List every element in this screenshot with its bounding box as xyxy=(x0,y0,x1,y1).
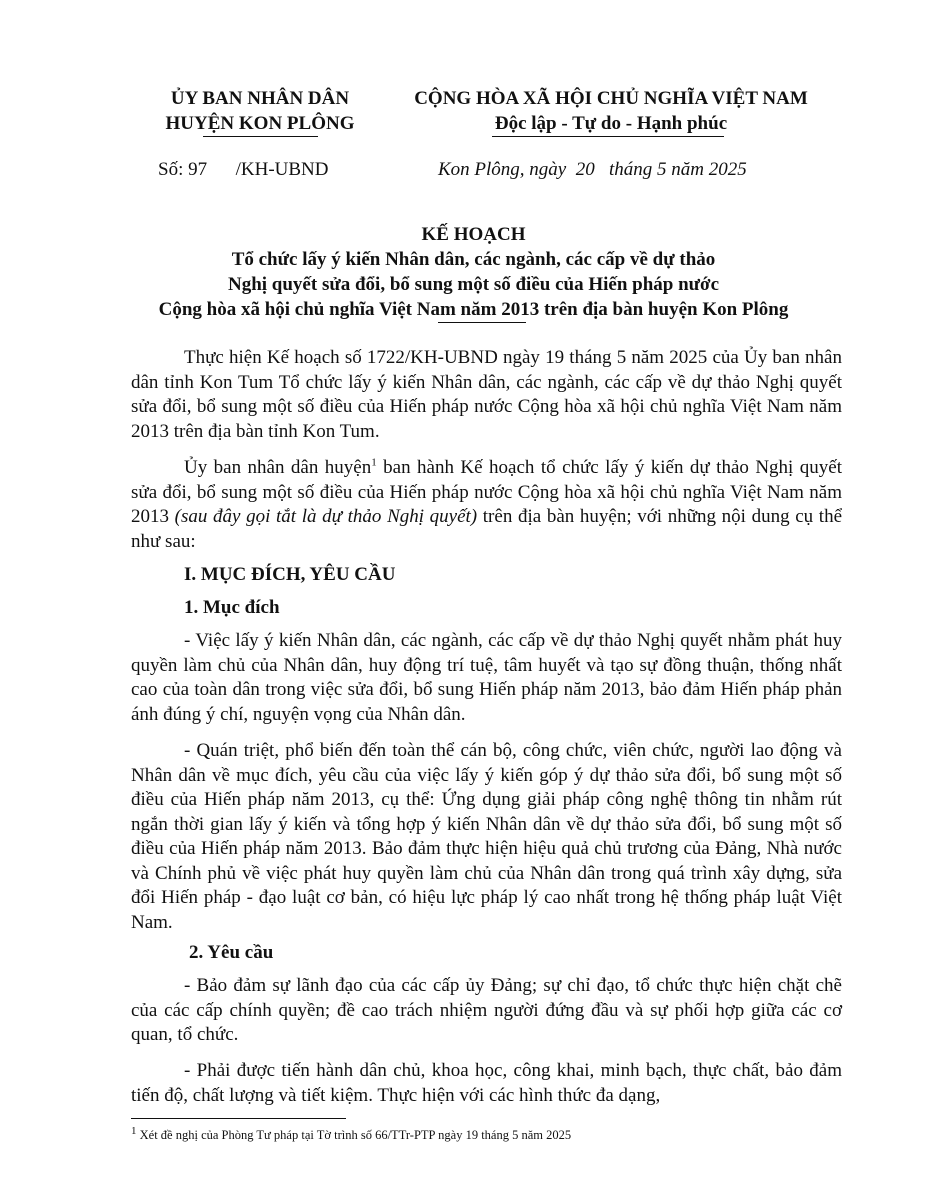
national-motto xyxy=(386,86,836,136)
footnote xyxy=(131,1124,572,1143)
agency-line-2: HUYỆN KON PLÔNG xyxy=(165,113,355,134)
footnote-text: Xét đề nghị của Phòng Tư pháp tại Tờ trình số 66/TTr-PTP ngày 19 tháng 5 năm 2025 xyxy=(136,1128,572,1142)
section-heading-1: I. MỤC ĐÍCH, YÊU CẦU xyxy=(184,564,396,585)
document-date: Kon Plông, ngày 20 tháng 5 năm 2025 xyxy=(438,159,747,180)
footnote-mark: 1 xyxy=(131,1124,137,1137)
motto-underline xyxy=(492,136,724,137)
agency-line-1: ỦY BAN NHÂN DÂN xyxy=(170,88,350,109)
p2-italic: (sau đây gọi tắt là dự thảo Nghị quyết) xyxy=(174,506,478,527)
footnote-ref: 1 xyxy=(371,456,377,469)
paragraph-purpose-2: - Quán triệt, phổ biến đến toàn thể cán bộ, công chức, viên chức, người lao động và Nhân dân về mục đích, yêu cầu của việc lấy ý kiến góp ý dự thảo sửa đổi, bổ sung một số điều của Hiến pháp năm 2013, cụ thể: Ứng dụng giải pháp công nghệ thông tin nhằm rút ngắn thời gian lấy ý kiến và tổng hợp ý kiến Nhân dân về dự thảo sửa đổi, bổ sung một số điều của Hiến pháp năm 2013. Bảo đảm thực hiện hiệu quả chủ trương của Đảng, Nhà nước và Chính phủ về việc phát huy quyền làm chủ của Nhân dân trong quá trình xây dựng, sửa đổi Hiến pháp - đạo luật cơ bản, có hiệu lực pháp lý cao nhất trong hệ thống pháp luật Việt Nam. xyxy=(131,740,842,933)
paragraph-purpose-1: - Việc lấy ý kiến Nhân dân, các ngành, các cấp về dự thảo Nghị quyết nhằm phát huy quyền làm chủ của Nhân dân, huy động trí tuệ, tâm huyết và tạo sự đồng thuận, thống nhất cao của toàn dân trong việc sửa đổi, bổ sung Hiến pháp năm 2013, bảo đảm Hiến pháp phản ánh đúng ý chí, nguyện vọng của Nhân dân. xyxy=(131,630,842,725)
motto: Độc lập - Tự do - Hạnh phúc xyxy=(494,113,728,134)
issuing-agency xyxy=(120,86,400,136)
subsection-heading-1: 1. Mục đích xyxy=(184,597,280,618)
paragraph-requirement-2: - Phải được tiến hành dân chủ, khoa học, công khai, minh bạch, thực chất, bảo đảm tiến độ, chất lượng và tiết kiệm. Thực hiện với các hình thức đa dạng, xyxy=(131,1060,842,1106)
p2-text-a: Ủy ban nhân dân huyện xyxy=(184,457,372,478)
title-line-1: KẾ HOẠCH xyxy=(421,224,526,245)
subsection-heading-2: 2. Yêu cầu xyxy=(189,942,274,963)
country-name: CỘNG HÒA XÃ HỘI CHỦ NGHĨA VIỆT NAM xyxy=(414,88,808,109)
paragraph-intro: Thực hiện Kế hoạch số 1722/KH-UBND ngày 19 tháng 5 năm 2025 của Ủy ban nhân dân tỉnh Kon Tum Tổ chức lấy ý kiến Nhân dân, các ngành, các cấp về dự thảo Nghị quyết sửa đổi, bổ sung một số điều của Hiến pháp nước Cộng hòa xã hội chủ nghĩa Việt Nam năm 2013 trên địa bàn tỉnh Kon Tum. xyxy=(131,347,842,442)
p2-text-b: ban hành Kế hoạch tổ chức lấy ý kiến dự thảo Nghị quyết sửa đổi, bổ sung một số điều của Hiến pháp nước Cộng hòa xã hội chủ nghĩa Việt Nam năm 2013 xyxy=(131,457,842,527)
title-line-4: Cộng hòa xã hội chủ nghĩa Việt Nam năm 2013 trên địa bàn huyện Kon Plông xyxy=(158,299,789,320)
p2-text-c: trên địa bàn huyện; với những nội dung cụ thể như sau: xyxy=(131,506,843,552)
paragraph-purpose xyxy=(131,456,842,554)
title-underline xyxy=(438,322,526,323)
agency-underline xyxy=(203,136,318,137)
document-title xyxy=(90,222,857,322)
document-number: Số: 97 /KH-UBND xyxy=(158,159,329,180)
title-line-2: Tổ chức lấy ý kiến Nhân dân, các ngành, các cấp về dự thảo xyxy=(231,249,716,270)
paragraph-requirement-1: - Bảo đảm sự lãnh đạo của các cấp ủy Đảng; sự chỉ đạo, tổ chức thực hiện chặt chẽ của các cấp chính quyền; đề cao trách nhiệm người đứng đầu và sự phối hợp giữa các cơ quan, tổ chức. xyxy=(131,975,842,1045)
title-line-3: Nghị quyết sửa đổi, bổ sung một số điều của Hiến pháp nước xyxy=(227,274,720,295)
footnote-separator xyxy=(131,1118,346,1119)
